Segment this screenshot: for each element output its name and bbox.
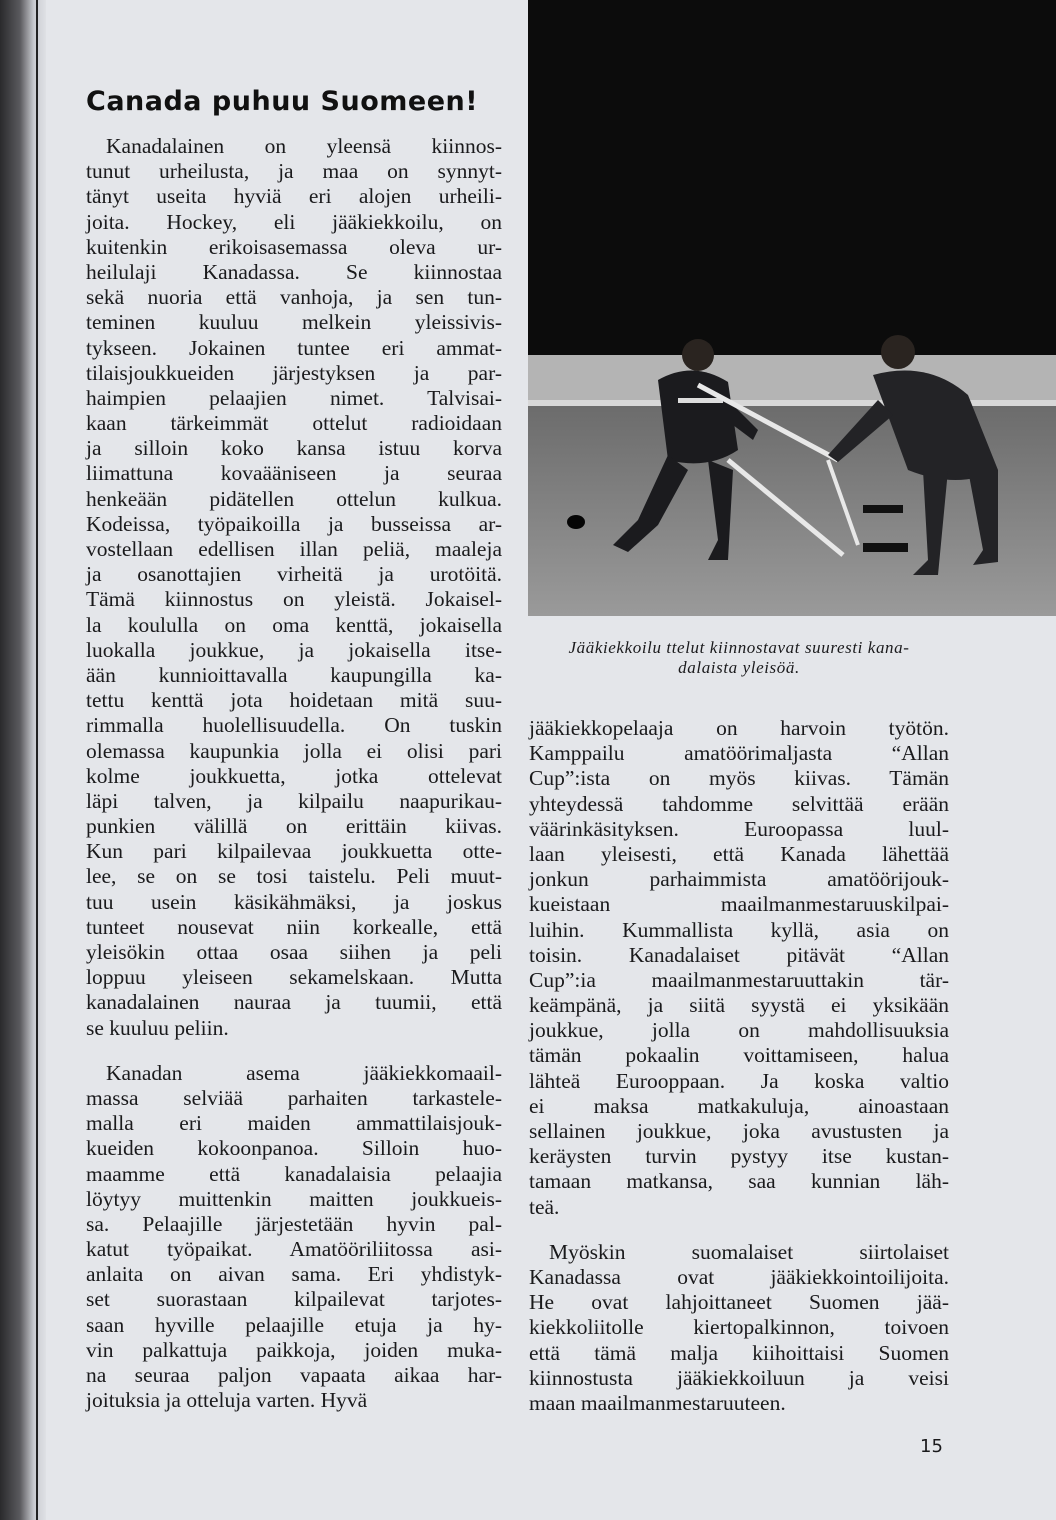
text-line: väärinkäsityksen. Euroopassa luul- (529, 816, 949, 841)
text-line: malla eri maiden ammattilaisjouk- (86, 1111, 502, 1136)
text-line: tunut urheilusta, ja maa on synnyt- (86, 159, 502, 184)
text-line: tänyt useita hyviä eri alojen urheili- (86, 184, 502, 209)
text-line: tunteet nousevat niin korkealle, että (86, 914, 502, 939)
text-line: katut työpaikat. Amatööriliitossa asi- (86, 1237, 502, 1262)
text-line: keräysten turvin pystyy itse kustan- (529, 1144, 949, 1169)
paragraph (529, 716, 949, 1220)
text-line: rimmalla huolellisuudella. On tuskin (86, 713, 502, 738)
text-line: ja osanottajien virheitä ja urotöitä. (86, 562, 502, 587)
text-line: henkeään pidätellen ottelun kulkua. (86, 486, 502, 511)
text-line: laan yleisesti, että Kanada lähettää (529, 841, 949, 866)
text-line: Tämä kiinnostus on yleistä. Jokaisel- (86, 587, 502, 612)
text-line: luokalla joukkue, ja jokaisella itse- (86, 637, 502, 662)
book-gutter (0, 0, 46, 1520)
text-line: tilaisjoukkueiden järjestyksen ja par- (86, 360, 502, 385)
text-line: Cup”:ia maailmanmestaruuttakin tär- (529, 967, 949, 992)
text-line: ei maksa matkakuluja, ainoastaan (529, 1093, 949, 1118)
text-line: heilulaji Kanadassa. Se kiinnostaa (86, 259, 502, 284)
paragraph (529, 1240, 949, 1416)
text-line: tämän pokaalin voittamiseen, halua (529, 1043, 949, 1068)
caption-line: dalaista yleisöä. (678, 658, 800, 677)
text-line: maamme että kanadalaisia pelaajia (86, 1161, 502, 1186)
page-edge (36, 0, 38, 1520)
text-line: loppuu yleiseen sekamelskaan. Mutta (86, 965, 502, 990)
text-line: Myöskin suomalaiset siirtolaiset (549, 1239, 949, 1264)
text-line: vin palkattuja paikkoja, joiden muka- (86, 1337, 502, 1362)
text-line: anlaita on aivan sama. Eri yhdistyk- (86, 1262, 502, 1287)
text-line: Cup”:ista on myös kiivas. Tämän (529, 766, 949, 791)
text-line: olemassa kaupunkia jolla ei olisi pari (86, 738, 502, 763)
text-line: He ovat lahjoittaneet Suomen jää- (529, 1290, 949, 1315)
text-line: punkien välillä on erittäin kiivas. (86, 814, 502, 839)
text-line: sa. Pelaajille järjestetään hyvin pal- (86, 1211, 502, 1236)
photo-caption (534, 638, 944, 678)
text-line: Kamppailu amatöörimaljasta “Allan (529, 741, 949, 766)
text-line: joita. Hockey, eli jääkiekkoilu, on (86, 209, 502, 234)
text-line: lähteä Eurooppaan. Ja koska valtio (529, 1068, 949, 1093)
article-title: Canada puhuu Suomeen! (86, 86, 479, 117)
text-line: sekä nuoria että vanhoja, ja sen tun- (86, 285, 502, 310)
text-line: ja silloin koko kansa istuu korva (86, 436, 502, 461)
text-line: kaan tärkeimmät ottelut radioidaan (86, 411, 502, 436)
text-line: keämpänä, ja siitä syystä ei yksikään (529, 993, 949, 1018)
caption-line: Jääkiekkoilu ttelut kiinnostavat suuresti kana- (568, 638, 910, 657)
text-line: tettu kenttä jota hoidetaan mitä suu- (86, 688, 502, 713)
text-line: löytyy muittenkin maitten joukkueis- (86, 1186, 502, 1211)
text-line: kanadalainen nauraa ja tuumii, että (86, 990, 502, 1015)
text-line: että tämä malja kiihoittaisi Suomen (529, 1340, 949, 1365)
text-line: sellainen joukkue, joka avustusten ja (529, 1119, 949, 1143)
text-line: la koululla on oma kenttä, jokaisella (86, 612, 502, 637)
text-line: yleisökin ottaa osaa siihen ja peli (86, 940, 502, 964)
left-column (86, 134, 502, 1433)
text-line: joukkue, jolla on mahdollisuuksia (529, 1018, 949, 1043)
text-line: maan maailmanmestaruuteen. (529, 1390, 786, 1415)
text-line: se kuuluu peliin. (86, 1015, 229, 1040)
text-line: kiekkoliitolle kiertopalkinnon, toivoen (529, 1315, 949, 1340)
text-line: teminen kuuluu melkein yleissivis- (86, 310, 502, 335)
text-line: Kanadalainen on yleensä kiinnos- (106, 134, 502, 158)
paragraph (86, 1061, 502, 1414)
page-number: 15 (920, 1436, 943, 1457)
text-line: Kodeissa, työpaikoilla ja busseissa ar- (86, 511, 502, 536)
text-line: kueistaan maailmanmestaruuskilpai- (529, 892, 949, 917)
text-line: Kanadan asema jääkiekkomaail- (106, 1060, 502, 1085)
text-line: kiinnostusta jääkiekkoiluun ja veisi (529, 1365, 949, 1390)
text-line: läpi talven, ja kilpailu naapurikau- (86, 788, 502, 813)
text-line: yhteydessä tahdomme selvittää erään (529, 791, 949, 816)
hockey-photo (528, 0, 1056, 616)
right-column (529, 716, 949, 1436)
text-line: luihin. Kummallista kyllä, asia on (529, 917, 949, 942)
text-line: set suorastaan kilpailevat tarjotes- (86, 1287, 502, 1312)
text-line: jääkiekkopelaaja on harvoin työtön. (529, 716, 949, 740)
text-line: kolme joukkuetta, jotka ottelevat (86, 763, 502, 788)
text-line: tuu usein käsikähmäksi, ja joskus (86, 889, 502, 914)
text-line: saan hyville pelaajille etuja ja hy- (86, 1312, 502, 1337)
text-line: joituksia ja otteluja varten. Hyvä (86, 1388, 368, 1413)
text-line: tamaan matkansa, saa kunnian läh- (529, 1169, 949, 1194)
text-line: Kun pari kilpailevaa joukkuetta otte- (86, 839, 502, 864)
text-line: ään kunnioittavalla kaupungilla ka- (86, 662, 502, 687)
text-line: Kanadassa ovat jääkiekkointoilijoita. (529, 1264, 949, 1289)
text-line: lee, se on se tosi taistelu. Peli muut- (86, 864, 502, 889)
text-line: kuitenkin erikoisasemassa oleva ur- (86, 234, 502, 259)
text-line: vostellaan edellisen illan peliä, maaleja (86, 537, 502, 561)
text-line: massa selviää parhaiten tarkastele- (86, 1085, 502, 1110)
text-line: liimattuna kovaääniseen ja seuraa (86, 461, 502, 486)
paragraph (86, 134, 502, 1041)
text-line: tykseen. Jokainen tuntee eri ammat- (86, 335, 502, 360)
text-line: haimpien pelaajien nimet. Talvisai- (86, 385, 502, 410)
text-line: kueiden kokoonpanoa. Silloin huo- (86, 1136, 502, 1161)
text-line: jonkun parhaimmista amatöörijouk- (529, 867, 949, 892)
text-line: teä. (529, 1194, 560, 1219)
text-line: toisin. Kanadalaiset pitävät “Allan (529, 942, 949, 967)
text-line: na seuraa paljon vapaata aikaa har- (86, 1363, 502, 1387)
